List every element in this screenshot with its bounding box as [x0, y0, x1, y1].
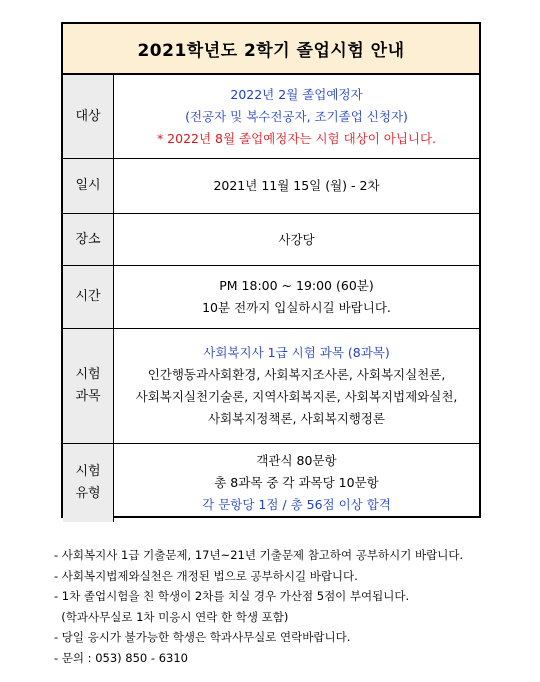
subjects-heading: 사회복지사 1급 시험 과목 (8과목): [203, 345, 390, 360]
type-line-1: 객관식 80문항: [256, 453, 337, 468]
label-date: 일시: [63, 159, 114, 213]
label-type-line-2: 유형: [75, 486, 101, 501]
date-value: 2021년 11월 15일 (월) - 2차: [213, 178, 380, 193]
label-subjects-line-2: 과목: [75, 389, 101, 404]
type-line-2: 총 8과목 중 각 과목당 10문항: [214, 475, 379, 490]
content-time: [114, 266, 479, 328]
label-type: [63, 444, 114, 522]
time-line-2: 10분 전까지 입실하시길 바랍니다.: [202, 300, 391, 315]
label-place: 장소: [63, 214, 114, 265]
label-target: 대상: [63, 75, 114, 158]
content-date: [114, 159, 479, 213]
target-line-1: 2022년 2월 졸업예정자: [230, 86, 363, 102]
time-line-1: PM 18:00 ~ 19:00 (60분): [219, 278, 374, 293]
type-pass-criteria: 각 문항당 1점 / 총 56점 이상 합격: [202, 497, 391, 512]
row-time: [63, 266, 479, 329]
exam-notice-table: [61, 22, 481, 518]
note-item: - 당일 응시가 불가능한 학생은 학과사무실로 연락바랍니다.: [54, 630, 351, 644]
note-item: - 사회복지사 1급 기출문제, 17년~21년 기출문제 참고하여 공부하시기 바랍니다.: [54, 548, 464, 562]
place-value: 사강당: [278, 231, 315, 247]
row-date: [63, 159, 479, 214]
row-type: [63, 444, 479, 522]
row-subjects: [63, 329, 479, 444]
content-place: [114, 214, 479, 265]
note-item: (학과사무실로 1차 미응시 연락 한 학생 포함): [54, 609, 289, 624]
target-line-2: (전공자 및 복수전공자, 조기졸업 신청자): [185, 108, 408, 124]
row-place: [63, 214, 479, 266]
subjects-line-1: 인간행동과사회환경, 사회복지조사론, 사회복지실천론,: [147, 367, 446, 382]
content-subjects: [114, 329, 479, 443]
label-time: 시간: [63, 266, 114, 328]
content-type: [114, 444, 479, 522]
note-contact: - 문의 : 053) 850 - 6310: [54, 650, 188, 665]
label-type-line-1: 시험: [75, 464, 101, 479]
label-subjects: [63, 329, 114, 443]
note-item: - 사회복지법제와실천은 개정된 법으로 공부하시길 바랍니다.: [54, 568, 358, 583]
notice-title: 2021학년도 2학기 졸업시험 안내: [63, 24, 479, 75]
subjects-line-2: 사회복지실천기술론, 지역사회복지론, 사회복지법제와실천,: [135, 389, 458, 404]
row-target: [63, 75, 479, 159]
content-target: [114, 75, 479, 158]
note-item: - 1차 졸업시험을 친 학생이 2차를 치실 경우 가산점 5점이 부여됩니다.: [54, 589, 410, 603]
label-subjects-line-1: 시험: [75, 367, 101, 382]
target-warning: * 2022년 8월 졸업예정자는 시험 대상이 아닙니다.: [156, 130, 437, 146]
notes-list: [54, 545, 494, 668]
subjects-line-3: 사회복지정책론, 사회복지행정론: [208, 411, 385, 426]
